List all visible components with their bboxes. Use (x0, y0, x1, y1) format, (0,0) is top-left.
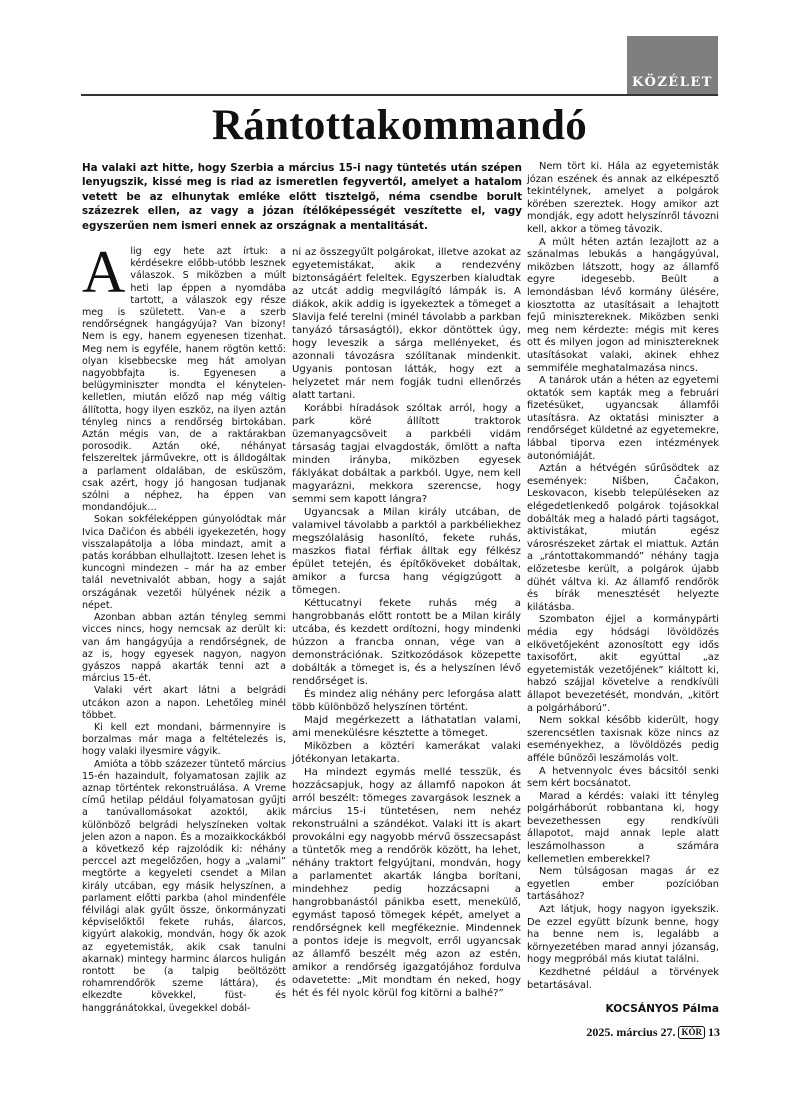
paragraph: A tanárok után a héten az egyetemi oktatók sem kapták meg a februári fizetésüket, ugyancsak államfői utasításra. Az oktatási miniszter a rendőrséget küldetné az egyetemekre, lábbal tiporva ezen intézmények autonómiáját. (527, 375, 719, 462)
article-column-1 (82, 239, 286, 1015)
article-lead: Ha valaki azt hitte, hogy Szerbia a március 15-i nagy tüntetés után szépen lenyugszik, kissé meg is riad az ismeretlen fegyvertől, amelyet a hatalom vetett be az elhunytak emléke előtt tisztelgő, néma csendbe borult százezrek ellen, az vagy a józan ítélőképességét veszítette el, vagy egyszerűen nem ismeri ennek az országnak a mentalitását. (82, 162, 522, 232)
author-byline: KOCSÁNYOS Pálma (605, 1003, 719, 1015)
paragraph: Ha mindezt egymás mellé tesszük, és hozzácsapjuk, hogy az államfő napokon át arról beszélt: tömeges zavargások lesznek a március 15-i tüntetésen, nem nehéz rekonstruálni a szándékot. Valaki itt is akart provokálni egy nagyobb mérvű összecsapást a tüntetők meg a rendőrök között, ha lehet, néhány traktort felgyújtani, mondván, hogy a parlamentet akarták lángba borítani, mindehhez pedig hozzácsapni a hangrobbanástól pánikba esett, menekülő, egymást taposó tömegek képét, amelyet a rendőrségnek kell megfékeznie. Mindennek a pontos ideje is megvolt, erről ugyancsak az államfő beszélt még azon az estén, amikor a rendőrség igazgatójához fordulva odavetette: „Mit mondtam én neked, hogy hét és fél nyolc körül fog kitörni a balhé?” (292, 767, 521, 999)
paragraph: Kezdhetné például a törvények betartásával. (527, 967, 719, 991)
section-tag (627, 36, 718, 94)
page-footer (520, 1025, 720, 1040)
issue-date: 2025. március 27. (586, 1025, 676, 1039)
header-rule (81, 94, 718, 96)
paragraph: Miközben a köztéri kamerákat valaki jótékonyan letakarta. (292, 741, 521, 765)
paragraph: A múlt héten aztán lezajlott az a szánalmas lebukás a hangágyúval, miközben látszott, hogy az államfő egyre idegesebb. Beült a lemondásban lévő kormány ülésére, kiosztotta az utasításait a lehajtott fejű minisztereknek. Miközben senki meg nem kérdezte: mégis mit keres ott és milyen jogon ad minisztereknek utasításokat valaki, akinek ehhez semmiféle meghatalmazása nincs. (527, 236, 719, 374)
article-title: Rántottakommandó (211, 102, 588, 149)
paragraph: Nem sokkal később kiderült, hogy szerencsétlen taxisnak köze nincs az eseményekhez, a lövöldözés pedig afféle bűnözői leszámolás volt. (527, 715, 719, 764)
paragraph: Kéttucatnyi fekete ruhás még a hangrobbanás előtt rontott be a Milan király utcába, és kezdett ordítozni, hogy mindenki húzzon a francba onnan, vége van a demonstrációnak. Szitkozódások közepette dobálták a tömeget is, és a helyszínen lévő rendőrséget is. (292, 598, 521, 687)
paragraph: Amióta a több százezer tüntető március 15-én hazaindult, folyamatosan zajlik az aznap történtek rekonstruálása. A Vreme című hetilap például folyamatosan gyűjti a tanúvallomásokat azoktól, akik különböző belgrádi helyszíneken voltak jelen azon a napon. És a mozaikkockákból a következő kép rajzolódik ki: néhány perccel azt megelőzően, hogy a „valami” megtörte a kegyeleti csendet a Milan király utcában, egy másik helyszínen, a parlament előtti parkba (ahol mindenféle félvilági alak gyűlt össze, önkormányzati képviselőktől fekete ruhás, álarcos, kigyúrt alakokig, mondván, hogy ők azok az egyetemisták, akik csak tanulni akarnak) mintegy harminc álarcos huligán rontott be (a talpig beöltözött rohamrendőrök szeme láttára), és elkezdte kövekkel, füst- és hanggránátokkal, üvegekkel dobál- (82, 758, 286, 1014)
article-column-3 (527, 161, 719, 992)
paragraph: Valaki vért akart látni a belgrádi utcákon azon a napon. Lehetőleg minél többet. (82, 685, 286, 721)
paragraph: ni az összegyűlt polgárokat, illetve azokat az egyetemistákat, akik a rendezvény biztonságáért feleltek. Egyszerben kialudtak az utcát addig megvilágító lámpák is. A diákok, akik addig is igyekeztek a tömeget a Slavija felé terelni (minél távolabb a parkban tanyázó társaságtól), ekkor döntöttek úgy, hogy leveszik a sárga mellényeket, és azonnali távozásra szólítanak mindenkit. Ugyanis pontosan látták, hogy ezt a helyzetet már nem fogják tudni ellenőrzés alatt tartani. (292, 247, 521, 401)
paragraph: Ugyancsak a Milan király utcában, de valamivel távolabb a parktól a parkbéliekhez megszólalásig hasonlító, fekete ruhás, maszkos fiatal férfiak álltak egy félkész épület tetején, és építőköveket dobáltak, amikor a furcsa hang végigzúgott a tömegen. (292, 507, 521, 596)
paragraph: Marad a kérdés: valaki itt tényleg polgárháborút robbantana ki, hogy bevezethessen egy rendkívüli állapotot, majd annak leple alatt leszámolhasson a számára kellemetlen emberekkel? (527, 790, 719, 865)
paragraph: És mindez alig néhány perc leforgása alatt több különböző helyszínen történt. (292, 689, 521, 713)
article-column-2 (292, 246, 521, 1000)
paragraph: Ki kell ezt mondani, bármennyire is borzalmas már maga a feltételezés is, hogy valaki ilyesmire vágyik. (82, 721, 286, 758)
paragraph: Alig egy hete azt írtuk: a kérdésekre előbb-utóbb lesznek válaszok. S miközben a múlt heti lap éppen a nyomdába tartott, a válaszok egy része meg is született. Van-e a szerb rendőrségnek hangágyúja? Van bizony! Nem is egy, hanem egyenesen tizenhat. Meg nem is egyféle, hanem rögtön kettő: olyan kisebbecske meg hát amolyan nagyobbfajta is. Egyenesen a belügyminiszter mondta el kénytelen-kelletlen, miután előző nap még váltig állította, hogy ilyen eszköz, na ilyen aztán tényleg nincs a rendőrség birtokában. Aztán mégis van, de a raktárakban porosodik. Aztán oké, néhányat felszereltek járművekre, ott is álldogáltak a parlament oldalában, de esküszöm, csak azért, hogy jó hangosan tudjanak szólni a néphez, ha éppen van mondandójuk… (82, 239, 286, 514)
paragraph: Azonban abban aztán tényleg semmi vicces nincs, hogy nemcsak az derült ki: van ám hangágyúja a rendőrségnek, de az is, hogy egyesek nagyon, nagyon gyászos nappá akarták tenni azt a március 15-ét. (82, 612, 286, 685)
paragraph: A hetvennyolc éves bácsitól senki sem kért bocsánatot. (527, 765, 719, 790)
paragraph: Korábbi híradások szóltak arról, hogy a park köré állított traktorok üzemanyagcsöveit a parkbéli vidám társaság tagjai elvagdosták, ömlött a nafta minden irányba, miközben egyesek fáklyákat dobáltak a parkból. Ugye, nem kell magyarázni, mekkora szerencse, hogy semmi sem kapott lángra? (292, 403, 521, 505)
paragraph: Aztán a hétvégén sűrűsödtek az események: Nišben, Čačakon, Leskovacon, kisebb településeken az elégedetlenkedő polgárok tojásokkal dobálták meg a haladó párti tagságot, aktivistákat, miután egész városrészeket zártak el miattuk. Aztán a „rántottakommandó” néhány tagja előzetesbe került, a polgárok újabb dühét váltva ki. Az államfő rendőrök és bírák menesztését helyezte kilátásba. (527, 463, 719, 613)
paragraph: Azt látjuk, hogy nagyon igyekszik. De ezzel együtt bízunk benne, hogy ha benne nem is, legalább a környezetében marad annyi józanság, hogy megpróbál más kiutat találni. (527, 904, 719, 966)
paragraph: Majd megérkezett a láthatatlan valami, ami menekülésre késztette a tömeget. (292, 715, 521, 739)
page-number: 13 (708, 1025, 720, 1039)
paragraph: Nem tört ki. Hála az egyetemisták józan eszének és annak az elképesztő tekintélynek, amelyet a polgárok körében szereztek. Hogy amikor azt mondják, egy adott helyszínről távozni kell, akkor a tömeg távozik. (527, 161, 719, 235)
drop-cap: A (82, 239, 126, 305)
section-label: KÖZÉLET (632, 75, 713, 90)
paragraph: Nem túlságosan magas ár ez egyetlen ember pozícióban tartásához? (527, 866, 719, 903)
paragraph: Sokan sokféleképpen gúnyolódtak már Ivica Dačićon és abbéli igyekezetén, hogy visszalapátolja a lóba mindazt, amit a patás korábban elhullajtott. Izesen lehet is kuncogni mindezen – már ha az ember talál nevetnivalót abban, hogy a saját országának vezetői hülyének nézik a népet. (82, 514, 286, 611)
paragraph: Szombaton éjjel a kormánypárti média egy hódsági lövöldözés elkövetőjeként azonosított egy idős taxisofőrt, akit egyúttal „az egyetemisták vezetőjének” kiáltott ki, habzó szájjal követelve a rendkívüli állapot bevezetését, mondván, „kitört a polgárháború”. (527, 614, 719, 714)
magazine-logo: KÓR (678, 1026, 705, 1039)
